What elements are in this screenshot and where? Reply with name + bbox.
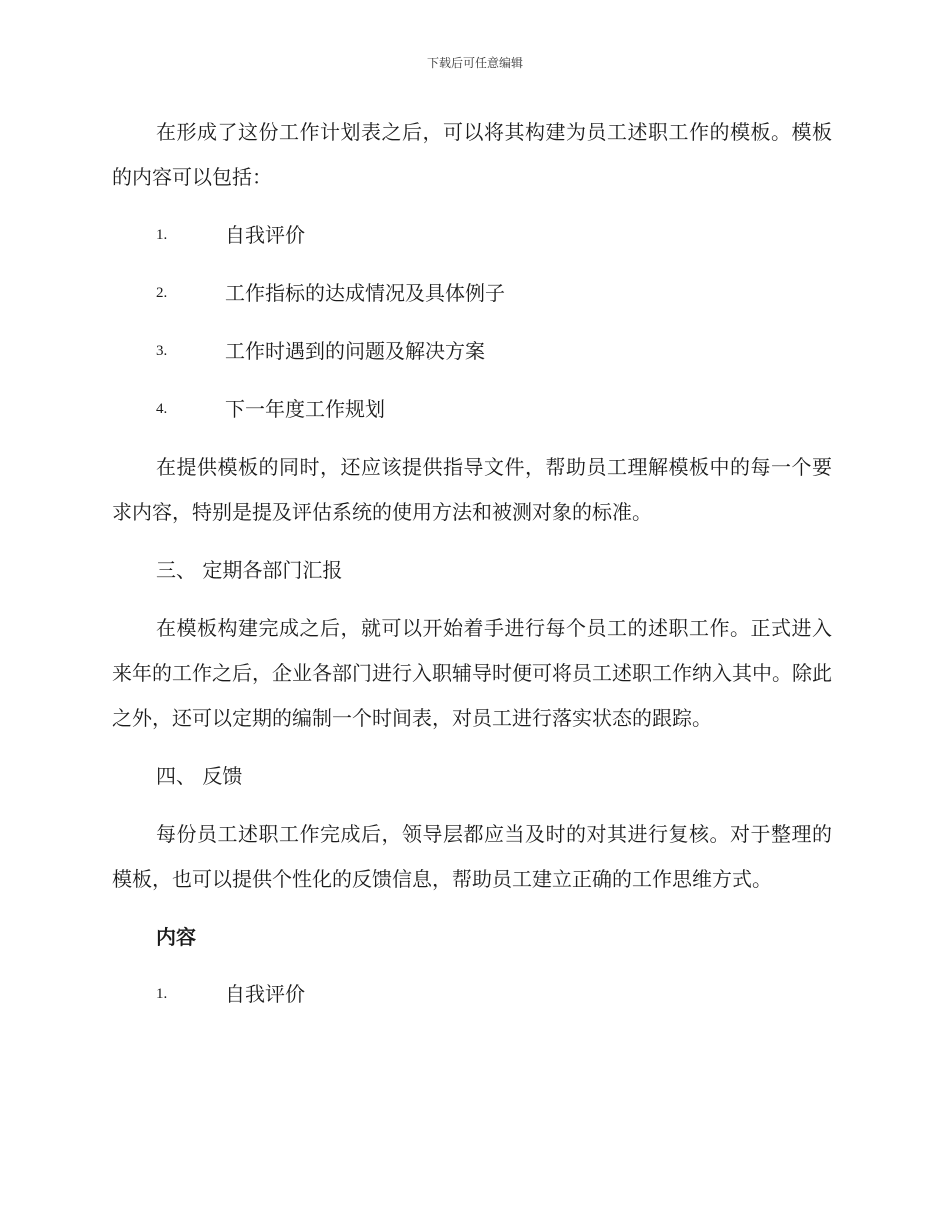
list-number: 1. (156, 227, 168, 243)
list-number: 3. (156, 343, 168, 359)
list-item (112, 213, 832, 258)
list-item (112, 972, 832, 1017)
list-text: 下一年度工作规划 (225, 397, 385, 421)
section-heading-reporting: 三、 定期各部门汇报 (156, 558, 343, 582)
list-text: 自我评价 (225, 223, 305, 247)
list-number: 2. (156, 285, 168, 301)
page-header: 下载后可任意编辑 (426, 56, 523, 70)
list-text: 自我评价 (225, 982, 305, 1006)
section-heading-feedback: 四、 反馈 (156, 764, 243, 788)
list-item (112, 329, 832, 374)
content-heading: 内容 (156, 925, 196, 949)
paragraph-template-intro: 在形成了这份工作计划表之后，可以将其构建为员工述职工作的模板。模板的内容可以包括： (112, 120, 832, 189)
paragraph-guidance: 在提供模板的同时，还应该提供指导文件，帮助员工理解模板中的每一个要求内容，特别是提及评估系统的使用方法和被测对象的标准。 (112, 455, 832, 524)
paragraph-reporting: 在模板构建完成之后，就可以开始着手进行每个员工的述职工作。正式进入来年的工作之后，企业各部门进行入职辅导时便可将员工述职工作纳入其中。除此之外，还可以定期的编制一个时间表，对员工进行落实状态的跟踪。 (112, 616, 832, 730)
list-item (112, 271, 832, 316)
list-number: 1. (156, 986, 168, 1002)
list-text: 工作指标的达成情况及具体例子 (225, 281, 505, 305)
list-text: 工作时遇到的问题及解决方案 (225, 339, 485, 363)
paragraph-feedback: 每份员工述职工作完成后，领导层都应当及时的对其进行复核。对于整理的模板，也可以提供个性化的反馈信息，帮助员工建立正确的工作思维方式。 (112, 822, 832, 891)
document-body (112, 110, 832, 1030)
list-item (112, 387, 832, 432)
list-number: 4. (156, 401, 168, 417)
